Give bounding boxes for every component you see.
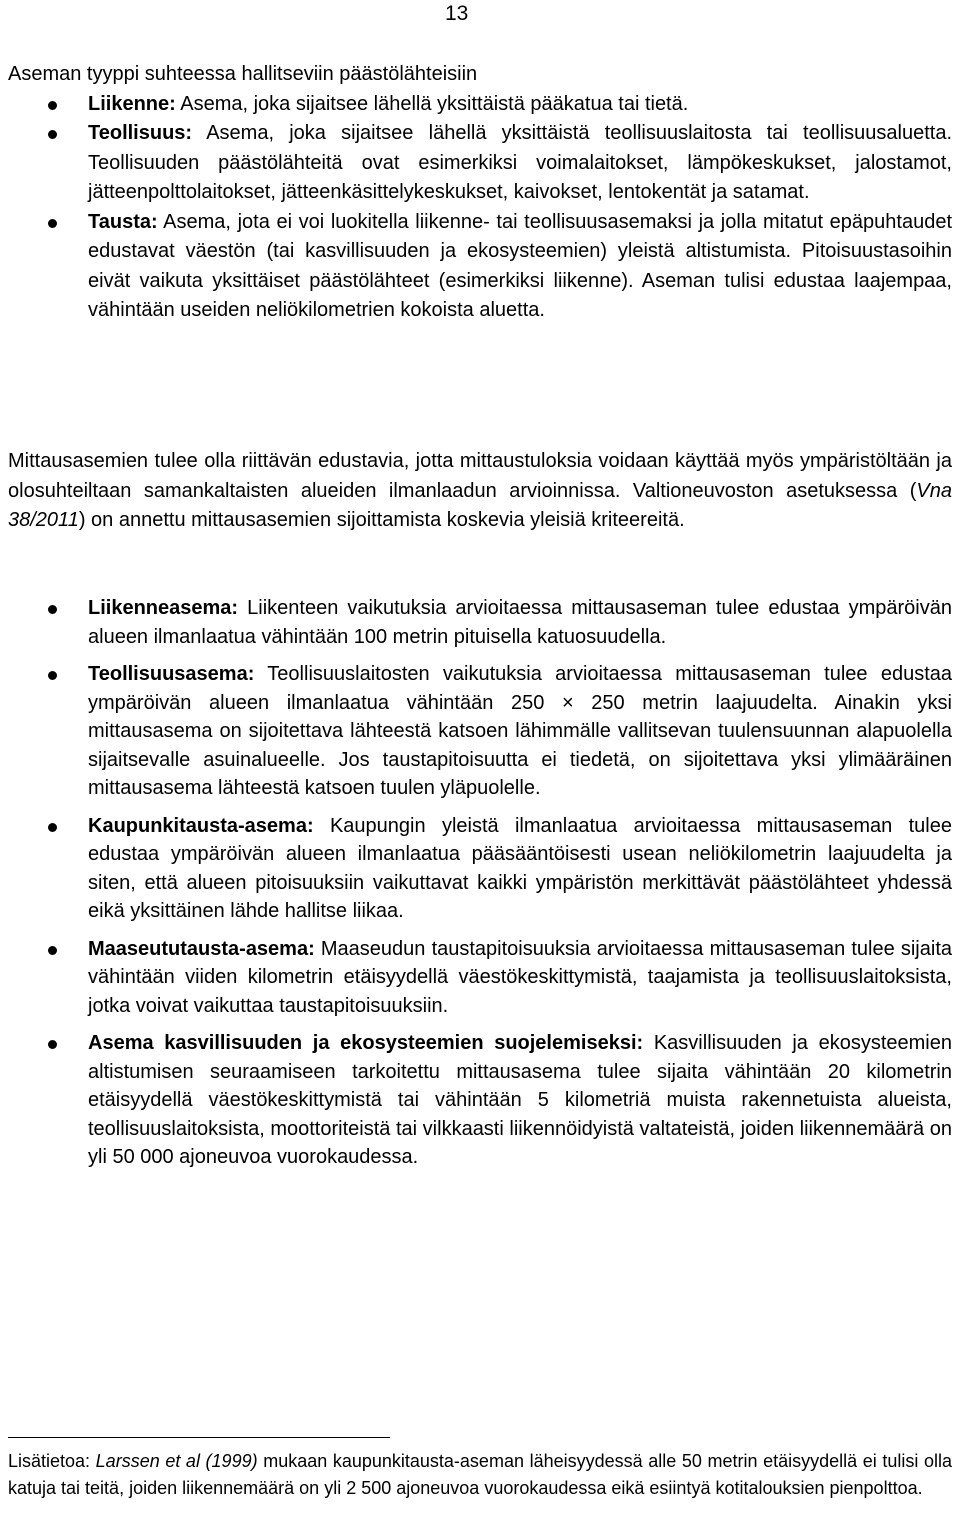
list-item-teollisuus [8,119,952,208]
bullet-icon [48,605,57,614]
bullet-icon [48,219,57,228]
list-item-maaseututausta-asema [8,935,952,1021]
section-station-types [8,60,952,326]
footnote [8,1448,952,1501]
bullet-icon [48,130,57,139]
section-station-criteria [8,594,952,1172]
bullet-icon [48,101,57,110]
criteria-list [8,594,952,1172]
term-description: Liikenteen vaikutuksia arvioitaessa mittausaseman tulee edustaa ympäröivän alueen ilmanlaatua vähintään 100 metrin pituisella katuosuudella. [88,597,952,648]
list-item-liikenne [8,90,952,120]
term-label: Liikenne: [88,92,176,115]
footnote-text: Lisätietoa: [8,1451,96,1471]
bullet-icon [48,946,57,955]
term-description: Asema, joka sijaitsee lähellä yksittäistä teollisuuslaitosta tai teollisuusaluetta. Teollisuuden päästölähteitä ovat esimerkiksi voimalaitokset, lämpökeskukset, jalostamot, jätteenpolttolaitokset, jätteenkäsittelykeskukset, kaivokset, lentokentät ja satamat. [88,122,952,203]
paragraph-text: Mittausasemien tulee olla riittävän edustavia, jotta mittaustuloksia voidaan käyttää myös ympäristöltään ja olosuhteiltaan samankaltaisten alueiden ilmanlaadun arvioinnissa. Valtioneuvoston asetuksessa ( [8,450,952,502]
bullet-icon [48,1040,57,1049]
term-label: Asema kasvillisuuden ja ekosysteemien suojelemiseksi: [88,1032,644,1054]
citation: Larssen et al (1999) [95,1451,258,1471]
term-label: Teollisuusasema: [88,663,255,685]
term-description: Asema, joka sijaitsee lähellä yksittäistä pääkatua tai tietä. [175,92,689,115]
term-label: Kaupunkitausta-asema: [88,814,314,837]
term-description: Maaseudun taustapitoisuuksia arvioitaessa mittausaseman tulee sijaita vähintään viiden kilometrin etäisyydellä väestökeskittymistä, taajamista ja teollisuuslaitoksista, jotka voivat vaikuttaa taustapitoisuuksiin. [88,937,952,1017]
footnote-divider [8,1437,390,1438]
term-description: Kaupungin yleistä ilmanlaatua arvioitaessa mittausaseman tulee edustaa ympäröivän alueen ilmanlaatua pääsääntöisesti usean neliökilometrin laajuudelta ja siten, että alueen pitoisuuksiin vaikuttavat kaikki ympäristön merkittävät päästölähteet yhdessä eikä yksittäinen lähde hallitse liikaa. [88,814,952,922]
term-label: Liikenneasema: [88,597,239,619]
list-item-ecosystem-station [8,1029,952,1172]
station-type-list [8,90,952,326]
page-number: 13 [445,2,469,25]
footnote-text-end: mukaan kaupunkitausta-aseman läheisyydessä alle 50 metrin etäisyydellä ei tulisi olla katuja tai teitä, joiden liikennemäärä on yli 2 500 ajoneuvoa vuorokaudessa eikä esiintyä kotitalouksien pienpolttoa. [8,1451,953,1498]
bullet-icon [48,823,57,832]
term-description: Teollisuuslaitosten vaikutuksia arvioitaessa mittausaseman tulee edustaa ympäröivän alueen ilmanlaatua vähintään 250 × 250 metrin laajuudelta. Ainakin yksi mittausasema on sijoitettava lähteestä katsoen lähimmälle vallitsevan tuulensuunnan alapuolella sijaitsevalle asuinalueelle. Jos taustapitoisuutta ei tiedetä, on sijoitettava yksi ylimääräinen mittausasema lähteestä katsoen tuulen yläpuolelle. [88,663,952,799]
term-label: Teollisuus: [88,122,193,144]
section-heading: Aseman tyyppi suhteessa hallitseviin päästölähteisiin [8,63,478,85]
regulation-reference: Vna 38/2011 [8,479,952,531]
term-label: Maaseututausta-asema: [88,937,315,960]
term-description: Kasvillisuuden ja ekosysteemien altistumisen seuraamiseen tarkoitettu mittausasema tulee sijaita vähintään 20 kilometrin etäisyydellä väestökeskittymistä tai vähintään 5 kilometriä muista rakennetuista alueista, teollisuuslaitoksista, moottoriteistä tai vilkkaasti liikennöidyistä valtateistä, joiden liikennemäärä on yli 50 000 ajoneuvoa vuorokaudessa. [88,1032,952,1168]
term-description: Asema, jota ei voi luokitella liikenne- tai teollisuusasemaksi ja jolla mitatut epäpuhtaudet edustavat väestön (tai kasvillisuuden ja ekosysteemien) yleistä altistumista. Pitoisuustasoihin eivät vaikuta yksittäiset päästölähteet (esimerkiksi liikenne). Aseman tulisi edustaa laajempaa, vähintään useiden neliökilometrien kokoista aluetta. [88,210,952,321]
paragraph-text-end: ) on annettu mittausasemien sijoittamista koskevia yleisiä kriteereitä. [78,509,685,531]
body-paragraph [8,447,952,536]
list-item-tausta [8,208,952,326]
bullet-icon [48,671,57,680]
list-item-kaupunkitausta-asema [8,812,952,926]
list-item-liikenneasema [8,594,952,651]
term-label: Tausta: [88,210,158,233]
list-item-teollisuusasema [8,660,952,803]
